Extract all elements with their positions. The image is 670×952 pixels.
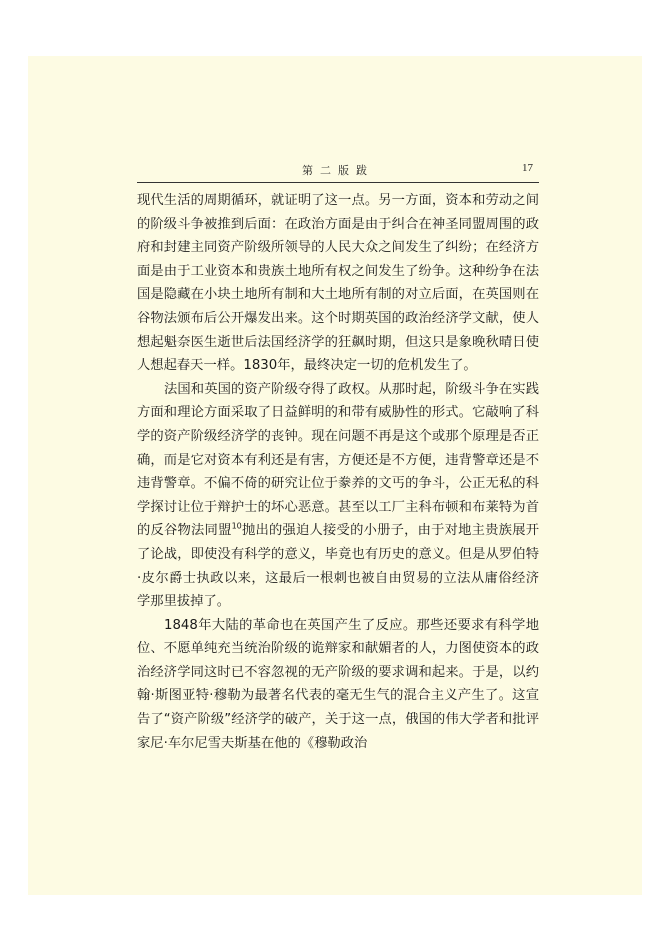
running-header bbox=[137, 160, 539, 183]
paragraph-3: 1848年大陆的革命也在英国产生了反应。那些还要求有科学地位、不愿单纯充当统治阶级的诡辩家和献媚者的人，力图使资本的政治经济学同这时已不容忽视的无产阶级的要求调和起来。于是，以约翰·斯图亚特·穆勒为最著名代表的毫无生气的混合主义产生了。这宣告了“资产阶级”经济学的破产，关于这一点，俄国的伟大学者和批评家尼·车尔尼雪夫斯基在他的《穆勒政治 bbox=[137, 617, 539, 751]
footnote-reference: 10 bbox=[231, 521, 242, 531]
header-title: 第二版跋 bbox=[302, 164, 374, 177]
paragraph-1: 现代生活的周期循环，就证明了这一点。另一方面，资本和劳动之间的阶级斗争被推到后面：在政治方面是由于纠合在神圣同盟周围的政府和封建主同资产阶级所领导的人民大众之间发生了纠纷；在经济方面是由于工业资本和贵族土地所有权之间发生了纷争。这种纷争在法国是隐藏在小块土地所有制和大土地所有制的对立后面，在英国则在谷物法颁布后公开爆发出来。这个时期英国的政治经济学文献，使人想起魁奈医生逝世后法国经济学的狂飙时期，但这只是象晚秋晴日使人想起春天一样。1830年，最终决定一切的危机发生了。 bbox=[137, 193, 539, 374]
body-text bbox=[137, 189, 539, 755]
paragraph-2-text-before-note: 法国和英国的资产阶级夺得了政权。从那时起，阶级斗争在实践方面和理论方面采取了日益鲜明的和带有威胁性的形式。它敲响了科学的资产阶级经济学的丧钟。现在问题不再是这个或那个原理是否正确，而是它对资本有利还是有害，方便还是不方便，违背警章还是不违背警章。不偏不倚的研究让位于豢养的文丐的争斗，公正无私的科学探讨让位于辩护士的坏心恶意。甚至以工厂主科布顿和布莱特为首的反谷物法同盟 bbox=[137, 381, 539, 539]
paragraph-2-text-after-note: 抛出的强迫人接受的小册子，由于对地主贵族展开了论战，即使没有科学的意义，毕竟也有历史的意义。但是从罗伯特·皮尔爵士执政以来，这最后一根刺也被自由贸易的立法从庸俗经济学那里拔掉了。 bbox=[137, 523, 540, 610]
page-number: 17 bbox=[522, 162, 533, 174]
paragraph-2 bbox=[137, 378, 539, 614]
